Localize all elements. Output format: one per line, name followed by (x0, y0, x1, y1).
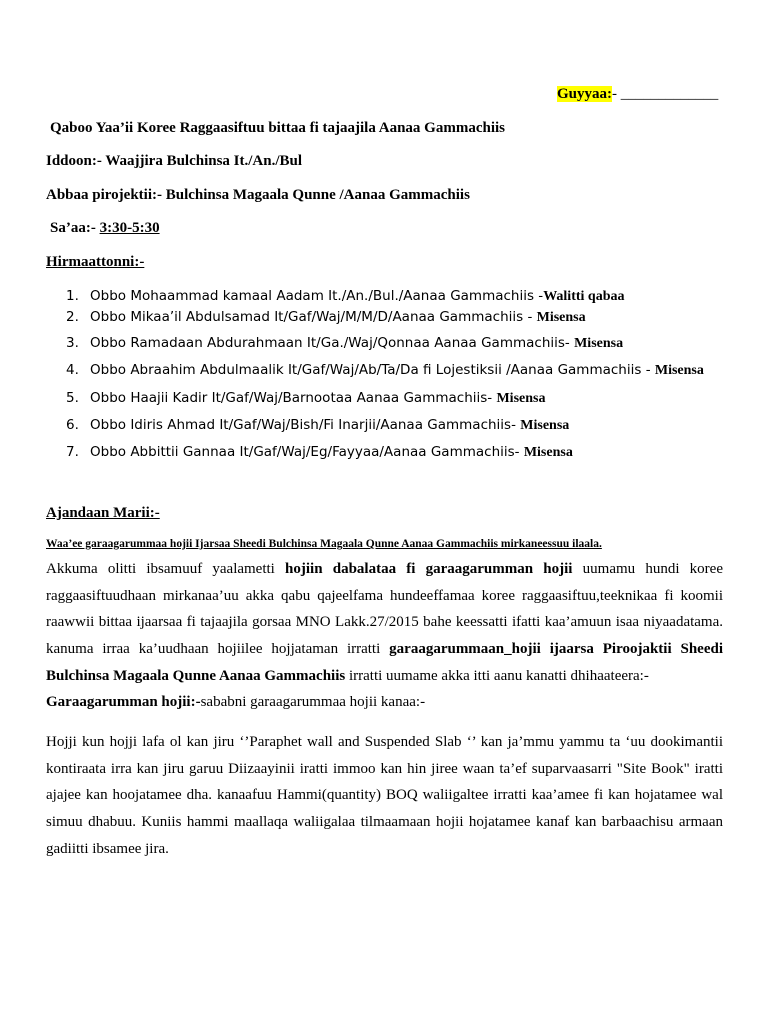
paragraph-line (46, 636, 723, 663)
attendee-text: Obbo Abbittii Gannaa It/Gaf/Waj/Eg/Fayyaa/Aanaa Gammachiis- (90, 444, 524, 460)
attendee-number: 3. (66, 335, 79, 351)
text-run: irratti uumame akka itti aanu kanatti dhihaateera:- (345, 667, 649, 684)
attendee-number: 2. (66, 309, 79, 325)
bold-text-run: garaagarummaan_hojii ijaarsa Piroojaktii Sheedi (389, 641, 724, 658)
attendee-item (66, 361, 704, 379)
agenda-item: Waa’ee garaagarummaa hojii Ijarsaa Sheedi Bulchinsa Magaala Qunne Aanaa Gammachiis mirkaneessuu ilaala. (46, 538, 602, 550)
attendees-heading: Hirmaattonni:- (46, 254, 145, 270)
bold-text-run: hojiin dabalataa fi garaagarumman hojii (285, 561, 573, 577)
text-run: Akkuma olitti ibsamuuf yaalametti (46, 561, 286, 577)
attendee-role: Misensa (574, 336, 624, 351)
attendee-text: Obbo Idiris Ahmad It/Gaf/Waj/Bish/Fi Inarjii/Aanaa Gammachiis- (90, 417, 521, 433)
attendee-role: Walitti qabaa (543, 289, 625, 304)
attendee-text: Obbo Mohaammad kamaal Aadam It./An./Bul./Aanaa Gammachiis - (90, 288, 544, 304)
time-label: Sa’aa:- (50, 220, 100, 236)
attendee-number: 6. (66, 417, 79, 433)
attendee-role: Misensa (496, 391, 546, 406)
bold-text-run: Garaagarumman hojii:- (46, 694, 201, 711)
date-blank: - _____________ (612, 86, 719, 102)
paragraph-2 (46, 729, 723, 862)
paragraph-line (46, 689, 723, 716)
agenda-heading: Ajandaan Marii:- (46, 505, 160, 521)
attendee-role: Misensa (536, 310, 586, 325)
attendee-role: Misensa (520, 418, 570, 433)
attendee-item (66, 308, 586, 326)
date-colon: : (607, 86, 613, 102)
paragraph-line: Hojji kun hojji lafa ol kan jiru ‘’Paraphet wall and Suspended Slab ‘’ kan ja’mmu yammu ta ‘uu dookimantii (46, 734, 723, 750)
document-title: Qaboo Yaa’ii Koree Raggaasiftuu bittaa fi tajaajila Aanaa Gammachiis (50, 120, 505, 136)
paragraph-line (46, 556, 723, 583)
paragraph-line: ajajee kan hoojatamee dha. kanaafuu Hammi(quantity) BOQ waliigaltee irratti kaa’amee fi kan hojatamee wal (46, 787, 723, 804)
location-line: Iddoon:- Waajjira Bulchinsa It./An./Bul (46, 153, 303, 169)
paragraph-line (46, 663, 723, 690)
paragraph-line: simuu dhabuu. Kuniis hammi maallaqa waliigalaa tilmaamaan hojii hojatamee kanaf kan barbaachisu armaan (46, 814, 723, 831)
paragraph-line: raawwii bittaa ijaarsaa fi tajaajila gorsaa MNO Lakk.27/2015 bahe keessatti ifatti kaa’amuun isaa niyaadatama. (46, 614, 723, 631)
date-line (557, 86, 718, 103)
attendee-item (66, 389, 545, 407)
attendee-number: 1. (66, 288, 79, 304)
attendee-text: Obbo Abraahim Abdulmaalik It/Gaf/Waj/Ab/Ta/Da fi Lojestiksii /Aanaa Gammachiis - (90, 362, 655, 378)
attendee-item (66, 416, 569, 434)
paragraph-1 (46, 556, 723, 716)
attendee-text: Obbo Ramadaan Abdurahmaan It/Ga./Waj/Qonnaa Aanaa Gammachiis- (90, 335, 575, 351)
attendee-text: Obbo Mikaa’il Abdulsamad It/Gaf/Waj/M/M/D/Aanaa Gammachiis - (90, 309, 537, 325)
text-run: kanuma irraa ka’uudhaan hojiilee hojjataman irratti (46, 641, 390, 658)
attendee-item (66, 287, 624, 305)
attendee-number: 4. (66, 362, 79, 378)
attendee-text: Obbo Haajii Kadir It/Gaf/Waj/Barnootaa Aanaa Gammachiis- (90, 390, 497, 406)
text-run: sababni garaagarummaa hojii kanaa:- (200, 694, 426, 711)
attendee-role: Misensa (654, 363, 704, 378)
attendee-number: 5. (66, 390, 79, 406)
time-line (50, 220, 160, 237)
project-owner-line: Abbaa pirojektii:- Bulchinsa Magaala Qunne /Aanaa Gammachiis (46, 187, 470, 203)
paragraph-line: kontiraata irra kan jiru garuu Diizaayinii iratti immoo kan hin jiree waan ta’ef suparvaasarri "Site Book" iratti (46, 760, 723, 777)
attendee-number: 7. (66, 444, 79, 460)
date-label: Guyyaa (557, 86, 608, 102)
time-value: 3:30-5:30 (99, 220, 160, 236)
attendee-item (66, 443, 573, 461)
text-run: uumamu hundi koree (572, 561, 723, 577)
paragraph-line: gadiitti ibsamee jira. (46, 840, 169, 857)
paragraph-line: raggaasiftuudhaan mirkanaa’uu akka qabu qajeelfama hundeeffamaa koree raggaasiftuu,teeknikaa fi koomii (46, 587, 723, 604)
attendee-role: Misensa (523, 445, 573, 460)
attendee-item (66, 334, 623, 352)
bold-text-run: Bulchinsa Magaala Qunne Aanaa Gammachiis (46, 667, 346, 684)
